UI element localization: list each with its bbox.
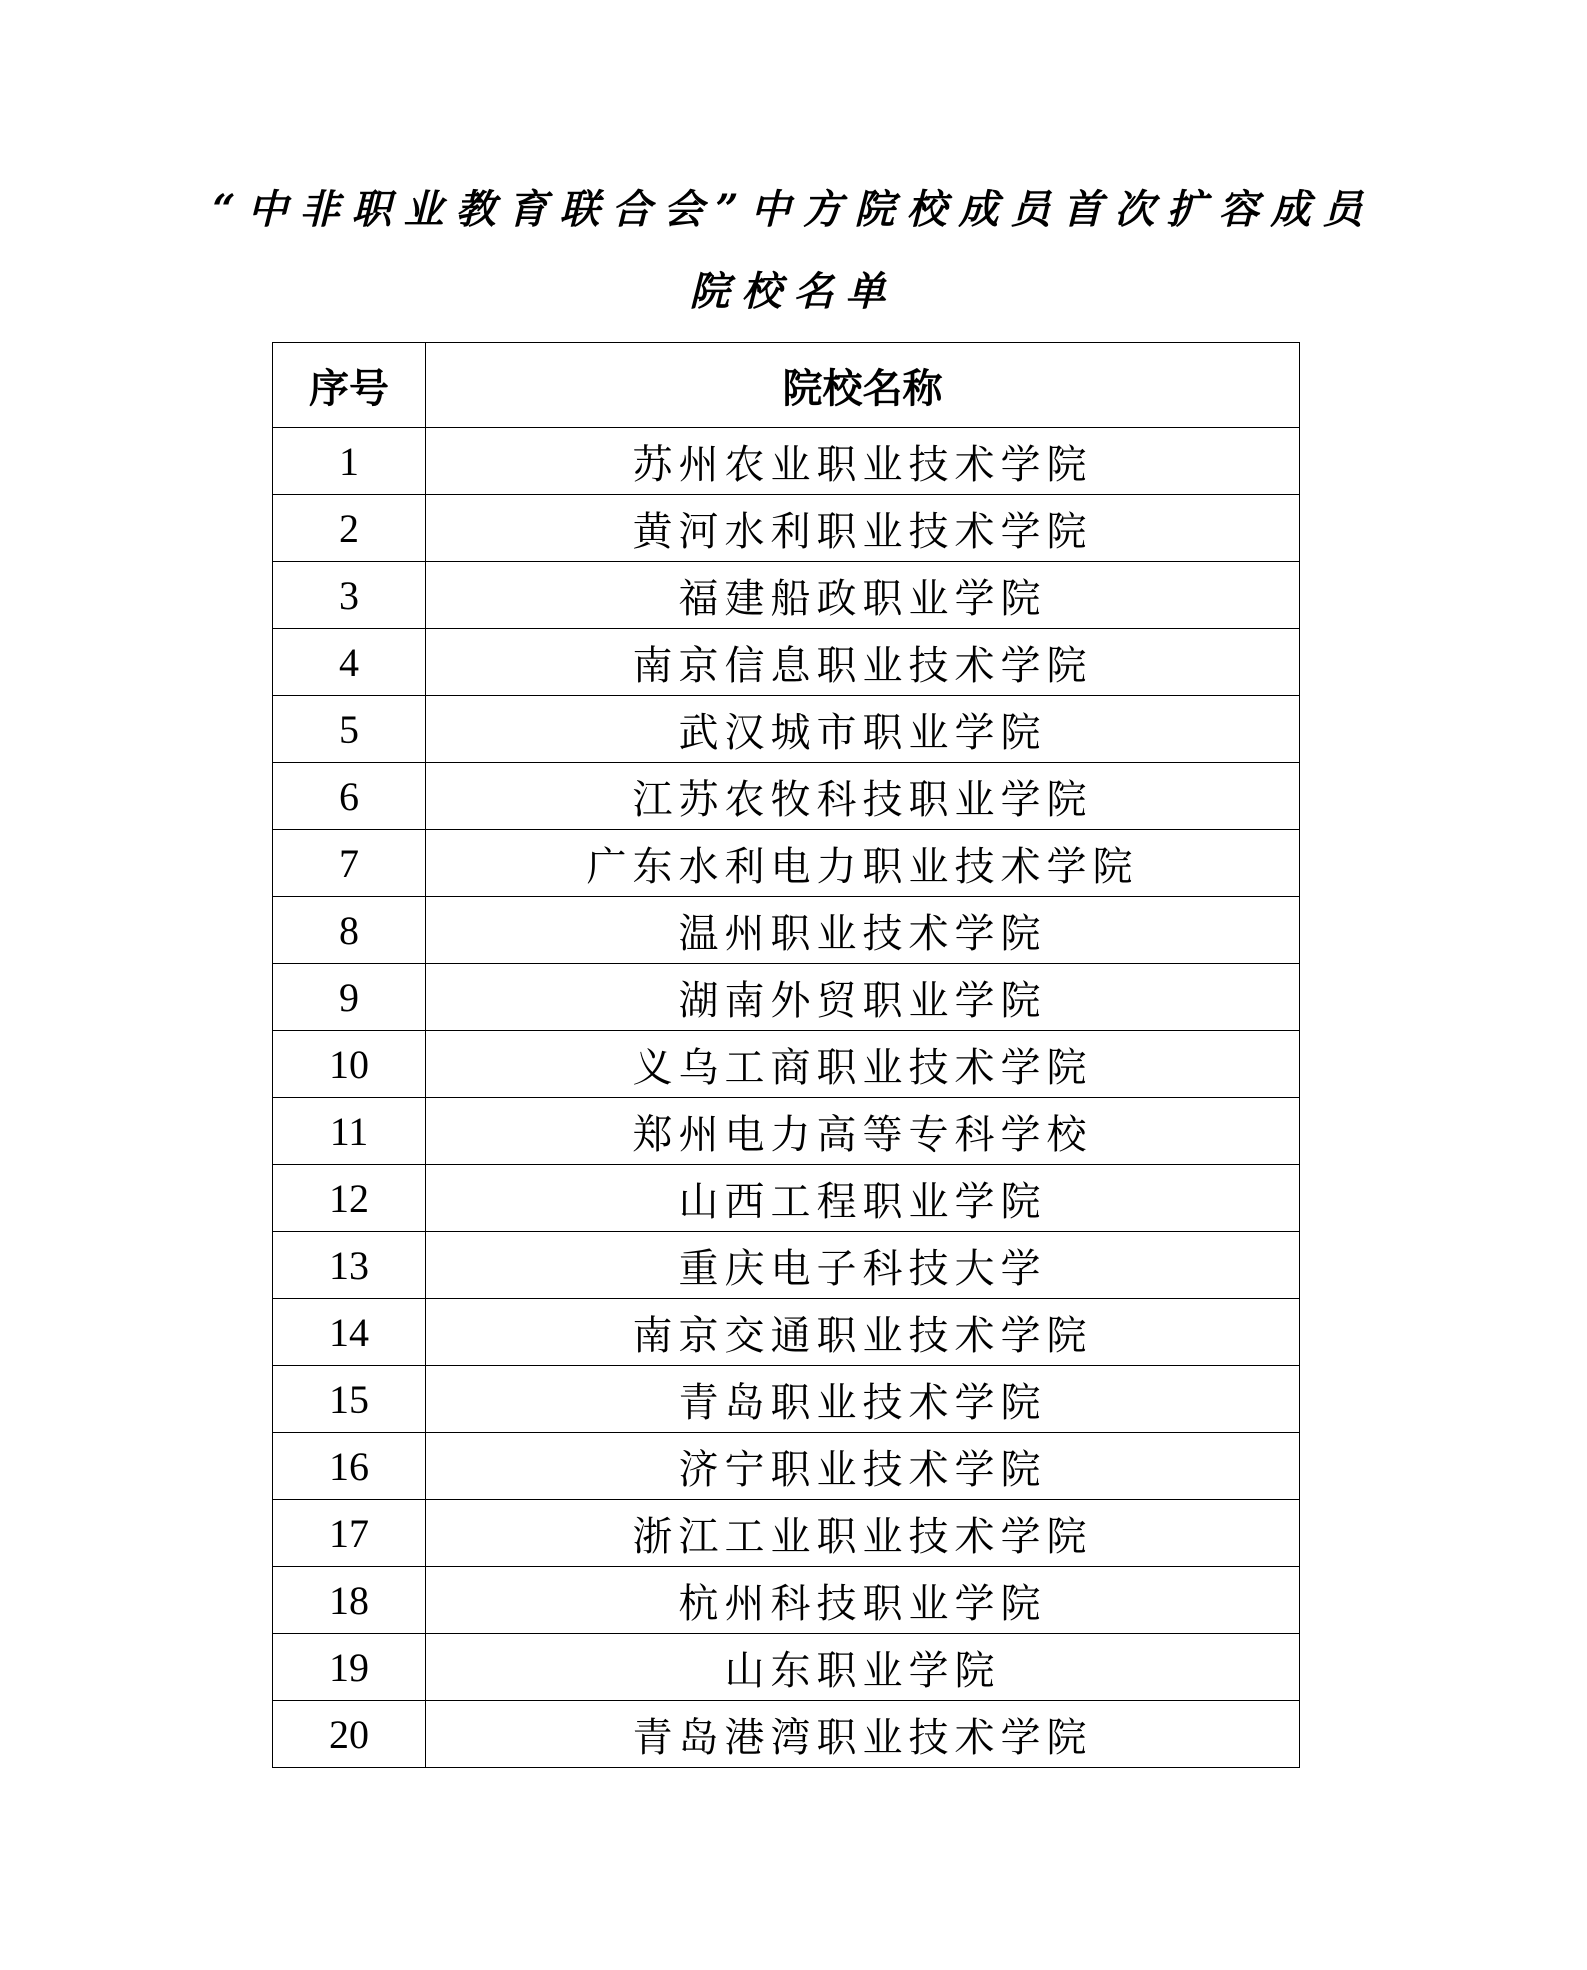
school-name-cell: 重庆电子科技大学	[426, 1232, 1300, 1299]
table-row	[273, 1634, 1300, 1701]
table-row	[273, 1232, 1300, 1299]
serial-number-cell: 6	[273, 763, 426, 830]
table-body	[273, 428, 1300, 1768]
serial-number-cell: 2	[273, 495, 426, 562]
school-name-cell: 义乌工商职业技术学院	[426, 1031, 1300, 1098]
serial-number-cell: 1	[273, 428, 426, 495]
table-row	[273, 1500, 1300, 1567]
school-name-cell: 山西工程职业学院	[426, 1165, 1300, 1232]
table-row	[273, 696, 1300, 763]
serial-number-cell: 16	[273, 1433, 426, 1500]
table-row	[273, 830, 1300, 897]
school-name-cell: 黄河水利职业技术学院	[426, 495, 1300, 562]
school-name-cell: 青岛港湾职业技术学院	[426, 1701, 1300, 1768]
document-title-line-2: 院校名单	[689, 268, 898, 315]
document-title-line-1: “中非职业教育联合会”中方院校成员首次扩容成员	[212, 186, 1375, 233]
table-row	[273, 1165, 1300, 1232]
table-row	[273, 763, 1300, 830]
serial-number-cell: 13	[273, 1232, 426, 1299]
school-name-cell: 青岛职业技术学院	[426, 1366, 1300, 1433]
school-name-cell: 浙江工业职业技术学院	[426, 1500, 1300, 1567]
serial-number-cell: 9	[273, 964, 426, 1031]
table-row	[273, 629, 1300, 696]
table-row	[273, 1031, 1300, 1098]
table-row	[273, 1701, 1300, 1768]
member-school-table	[272, 342, 1300, 1768]
serial-number-cell: 20	[273, 1701, 426, 1768]
serial-number-cell: 5	[273, 696, 426, 763]
school-name-cell: 湖南外贸职业学院	[426, 964, 1300, 1031]
header-serial-number: 序号	[273, 343, 426, 428]
school-name-cell: 郑州电力高等专科学校	[426, 1098, 1300, 1165]
school-name-cell: 广东水利电力职业技术学院	[426, 830, 1300, 897]
serial-number-cell: 14	[273, 1299, 426, 1366]
table-row	[273, 1098, 1300, 1165]
school-name-cell: 温州职业技术学院	[426, 897, 1300, 964]
serial-number-cell: 10	[273, 1031, 426, 1098]
table-row	[273, 1366, 1300, 1433]
serial-number-cell: 12	[273, 1165, 426, 1232]
header-school-name: 院校名称	[426, 343, 1300, 428]
serial-number-cell: 4	[273, 629, 426, 696]
table-row	[273, 428, 1300, 495]
table-header-row	[273, 343, 1300, 428]
serial-number-cell: 11	[273, 1098, 426, 1165]
table-row	[273, 897, 1300, 964]
school-name-cell: 杭州科技职业学院	[426, 1567, 1300, 1634]
serial-number-cell: 19	[273, 1634, 426, 1701]
serial-number-cell: 17	[273, 1500, 426, 1567]
table-row	[273, 1567, 1300, 1634]
school-name-cell: 福建船政职业学院	[426, 562, 1300, 629]
table-row	[273, 1433, 1300, 1500]
serial-number-cell: 8	[273, 897, 426, 964]
school-name-cell: 南京信息职业技术学院	[426, 629, 1300, 696]
table-row	[273, 1299, 1300, 1366]
serial-number-cell: 18	[273, 1567, 426, 1634]
table-row	[273, 495, 1300, 562]
serial-number-cell: 15	[273, 1366, 426, 1433]
serial-number-cell: 3	[273, 562, 426, 629]
school-name-cell: 山东职业学院	[426, 1634, 1300, 1701]
table-row	[273, 562, 1300, 629]
school-name-cell: 武汉城市职业学院	[426, 696, 1300, 763]
school-name-cell: 南京交通职业技术学院	[426, 1299, 1300, 1366]
serial-number-cell: 7	[273, 830, 426, 897]
school-name-cell: 济宁职业技术学院	[426, 1433, 1300, 1500]
school-name-cell: 苏州农业职业技术学院	[426, 428, 1300, 495]
school-name-cell: 江苏农牧科技职业学院	[426, 763, 1300, 830]
table-row	[273, 964, 1300, 1031]
